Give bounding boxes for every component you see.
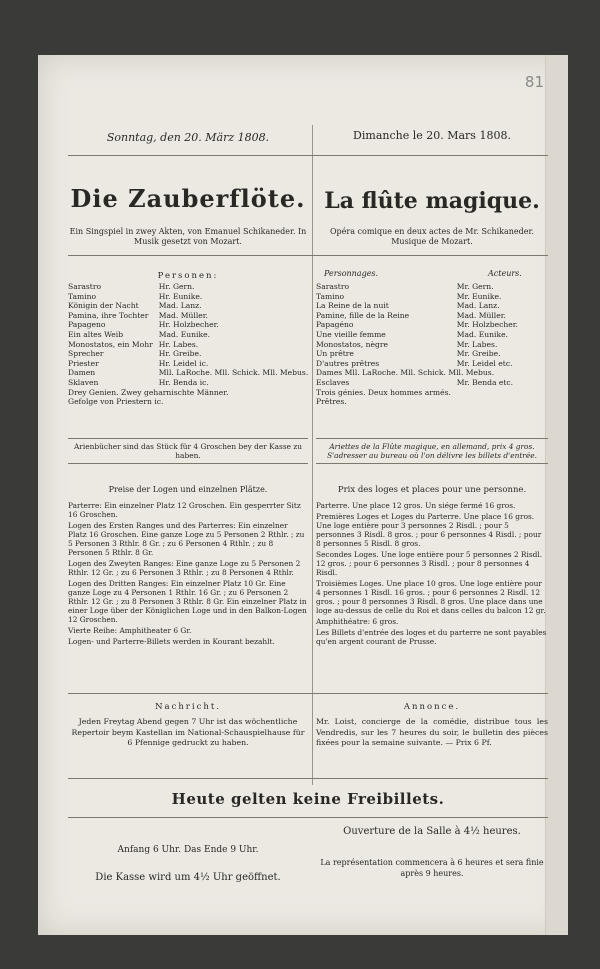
cast-row xyxy=(316,388,548,398)
cast-row xyxy=(316,340,548,350)
cast-actor: Mr. Eunike. xyxy=(456,291,502,301)
acteurs-heading: Acteurs. xyxy=(488,269,522,278)
cast-role: Esclaves xyxy=(316,377,350,387)
cast-role: Ein altes Weib xyxy=(68,329,124,339)
cast-role: Gefolge von Priestern ic. xyxy=(68,397,164,407)
cast-actor: Mr. Labes. xyxy=(456,339,498,349)
cast-actor: Mr. Holzbecher. xyxy=(456,320,518,330)
cast-role: Monostatos, ein Mohr xyxy=(68,339,153,349)
cast-role: Papagéno xyxy=(316,320,354,330)
german-subtitle: Ein Singspiel in zwey Akten, von Emanuel Schikaneder. In Musik gesetzt von Mozart. xyxy=(69,227,307,246)
cast-role: La Reine de la nuit xyxy=(316,301,389,311)
cast-actor: Hr. Eunike. xyxy=(158,291,203,301)
cast-actor: Hr. Benda ic. xyxy=(158,377,209,387)
cast-row xyxy=(68,368,308,378)
german-cast-table xyxy=(68,282,308,407)
german-prices-heading: Preise der Logen und einzelnen Plätze. xyxy=(108,485,268,494)
cast-row xyxy=(68,330,308,340)
cast-row xyxy=(316,292,548,302)
cast-row xyxy=(68,397,308,407)
cast-role: Un prêtre xyxy=(316,349,354,359)
french-notice-heading: Annonce. xyxy=(403,702,461,712)
cast-actor: Mad. Lanz. xyxy=(456,301,500,311)
cast-row xyxy=(316,359,548,369)
rule xyxy=(68,817,548,818)
french-subtitle: Opéra comique en deux actes de Mr. Schikaneder. Musique de Mozart. xyxy=(329,227,535,246)
handwritten-annotation: 81 xyxy=(524,73,544,91)
price-item: Secondes Loges. Une loge entière pour 5 personnes 2 Risdl. 12 gros. ; pour 6 personnes 3 Risdl. ; pour 8 personnes 4 Risdl. xyxy=(316,550,543,577)
cast-row xyxy=(68,292,308,302)
rule xyxy=(68,693,548,694)
cast-row xyxy=(68,359,308,369)
price-item: Logen des Ersten Ranges und des Parterres: Ein einzelner Platz 16 Groschen. Eine ganze Loge zu 5 Personen 2 Rthlr. ; zu 5 Personen 3 Rthlr. 8 Gr. ; zu 6 Personen 4 Rthlr. ; zu 8 Personen 5 Rthlr. 8 Gr. xyxy=(68,521,305,557)
german-cast-list xyxy=(68,282,308,407)
price-item: Logen- und Parterre-Billets werden in Kourant bezahlt. xyxy=(68,637,275,646)
cast-role: Prêtres. xyxy=(316,397,347,407)
german-start-end: Anfang 6 Uhr. Das Ende 9 Uhr. xyxy=(117,845,259,855)
cast-role: Pamina, ihre Tochter xyxy=(68,310,149,320)
german-notice: Jeden Freytag Abend gegen 7 Uhr ist das wöchentliche Repertoir beym Kastellan im National-Schauspielhause für 6 Pfennige gedruckt zu haben. xyxy=(71,717,305,747)
cast-row xyxy=(68,301,308,311)
german-libretto-note: Arienbücher sind das Stück für 4 Groschen bey der Kasse zu haben. xyxy=(68,438,308,464)
price-item: Parterre: Ein einzelner Platz 12 Groschen. Ein gesperrter Sitz 16 Groschen. xyxy=(68,501,301,519)
french-title: La flûte magique. xyxy=(324,188,540,214)
price-item: Premières Loges et Loges du Parterre. Une place 16 gros. Une loge entière pour 3 personnes 2 Risdl. ; pour 5 personnes 3 Risdl. 8 gros. ; pour 6 personnes 4 Risdl. ; pour 8 personnes 5 Risdl. 8 gros. xyxy=(316,512,542,548)
french-prices-list xyxy=(316,501,548,648)
cast-row xyxy=(316,320,548,330)
price-item: Logen des Dritten Ranges: Ein einzelner Platz 10 Gr. Eine ganze Loge zu 4 Personen 1 Rthlr. 16 Gr. ; zu 6 Personen 2 Rthlr. 12 Gr. ; zu 8 Personen 3 Rthlr. 8 Gr. Ein einzelner Platz in einer Loge über der Königlichen Loge und in den Balkon-Logen 12 Groschen. xyxy=(68,579,307,624)
cast-role: Damen xyxy=(68,368,96,378)
cast-role: Priester xyxy=(68,358,99,368)
cast-actor: Mll. LaRoche. Mll. Schick. Mll. Mebus. xyxy=(158,368,309,378)
price-item: Parterre. Une place 12 gros. Un siége fermé 16 gros. xyxy=(316,501,516,510)
rule xyxy=(68,155,548,156)
cast-actor: Mad. Lanz. xyxy=(158,301,202,311)
column-divider xyxy=(312,125,313,785)
cast-role: Une vieille femme xyxy=(316,329,386,339)
french-cast-headings xyxy=(316,269,548,279)
price-item: Les Billets d'entrée des loges et du parterre ne sont payables qu'en argent courant de Prusse. xyxy=(316,628,547,646)
cast-row xyxy=(316,282,548,292)
price-item: Logen des Zweyten Ranges: Eine ganze Loge zu 5 Personen 2 Rthlr. 12 Gr. ; zu 6 Personen 3 Rthlr. ; zu 8 Personen 4 Rthlr. xyxy=(68,559,301,577)
cast-row xyxy=(316,397,548,407)
cast-role: Trois génies. Deux hommes armés. xyxy=(316,387,451,397)
rule xyxy=(68,778,548,779)
french-cast-table xyxy=(316,282,548,407)
cast-role: Pamine, fille de la Reine xyxy=(316,310,410,320)
cast-row xyxy=(68,340,308,350)
german-notice-heading: Nachricht. xyxy=(155,702,221,712)
cast-actor: Hr. Greibe. xyxy=(158,349,202,359)
cast-actor: Mr. Gern. xyxy=(456,282,494,291)
cast-row xyxy=(316,378,548,388)
german-cash-open: Die Kasse wird um 4½ Uhr geöffnet. xyxy=(95,872,281,883)
cast-row xyxy=(68,311,308,321)
cast-role: Papageno xyxy=(68,320,106,330)
cast-role: Königin der Nacht xyxy=(68,301,139,311)
cast-row xyxy=(68,349,308,359)
cast-row xyxy=(316,330,548,340)
cast-role: Sprecher xyxy=(68,349,104,359)
cast-row xyxy=(316,301,548,311)
cast-actor: Hr. Labes. xyxy=(158,339,199,349)
french-cast-list xyxy=(316,282,548,407)
french-notice: Mr. Loist, concierge de la comédie, distribue tous les Vendredis, sur les 7 heures du soir, le bulletin des pièces fixées pour la semaine suivante. — Prix 6 Pf. xyxy=(316,717,548,747)
french-opening: Ouverture de la Salle à 4½ heures. xyxy=(343,826,521,837)
personnages-heading: Personnages. xyxy=(324,269,379,278)
cast-row xyxy=(68,282,308,292)
cast-row xyxy=(68,378,308,388)
playbill-sheet xyxy=(38,55,568,935)
german-date: Sonntag, den 20. März 1808. xyxy=(106,131,270,144)
cast-row xyxy=(316,311,548,321)
cast-role: Tamino xyxy=(316,291,345,301)
french-start: La représentation commencera à 6 heures et sera finie après 9 heures. xyxy=(320,858,544,878)
cast-role: D'autres prêtres xyxy=(316,358,380,368)
french-date: Dimanche le 20. Mars 1808. xyxy=(353,129,511,142)
cast-role: Monostatos, nègre xyxy=(316,339,389,349)
cast-actor: Hr. Gern. xyxy=(158,282,195,291)
french-prices-heading: Prix des loges et places pour une personne. xyxy=(337,485,527,495)
cast-actor: Mad. Müller. xyxy=(456,310,506,320)
cast-actor: Mad. Müller. xyxy=(158,310,208,320)
cast-role: Dames Mll. LaRoche. Mll. Schick. Mll. Mebus. xyxy=(316,368,495,378)
cast-actor: Hr. Holzbecher. xyxy=(158,320,219,330)
cast-actor: Mr. Greibe. xyxy=(456,349,501,359)
cast-actor: Hr. Leidel ic. xyxy=(158,358,209,368)
cast-role: Sarastro xyxy=(68,282,102,291)
cast-actor: Mad. Eunike. xyxy=(158,329,210,339)
price-item: Vierte Reihe: Amphitheater 6 Gr. xyxy=(68,626,192,635)
rule xyxy=(68,255,548,256)
cast-row xyxy=(316,349,548,359)
german-prices-list xyxy=(68,501,308,648)
cast-row xyxy=(68,320,308,330)
cast-actor: Mr. Leidel etc. xyxy=(456,358,513,368)
german-cast-heading: Personen: xyxy=(157,271,219,281)
cast-row xyxy=(68,388,308,398)
cast-role: Sarastro xyxy=(316,282,350,291)
cast-row xyxy=(316,368,548,378)
german-title: Die Zauberflöte. xyxy=(70,184,306,213)
price-item: Troisièmes Loges. Une place 10 gros. Une loge entière pour 4 personnes 1 Risdl. 16 gros. ; pour 6 personnes 2 Risdl. 12 gros. ; pour 8 personnes 3 Risdl. 8 gros. Une place dans une loge au-dessus de celle du Roi et dans celles du balcon 12 gr. xyxy=(316,579,546,615)
cast-actor: Mad. Eunike. xyxy=(456,329,508,339)
cast-role: Drey Genien. Zwey geharnischte Männer. xyxy=(68,387,229,397)
french-libretto-note: Ariettes de la Flûte magique, en allemand, prix 4 gros. S'adresser au bureau où l'on délivre les billets d'entrée. xyxy=(316,438,548,464)
cast-role: Sklaven xyxy=(68,377,99,387)
price-item: Amphithéatre: 6 gros. xyxy=(316,617,399,626)
cast-role: Tamino xyxy=(68,291,97,301)
cast-actor: Mr. Benda etc. xyxy=(456,377,514,387)
paper-edge xyxy=(545,55,568,935)
no-free-tickets: Heute gelten keine Freibillets. xyxy=(171,790,445,808)
